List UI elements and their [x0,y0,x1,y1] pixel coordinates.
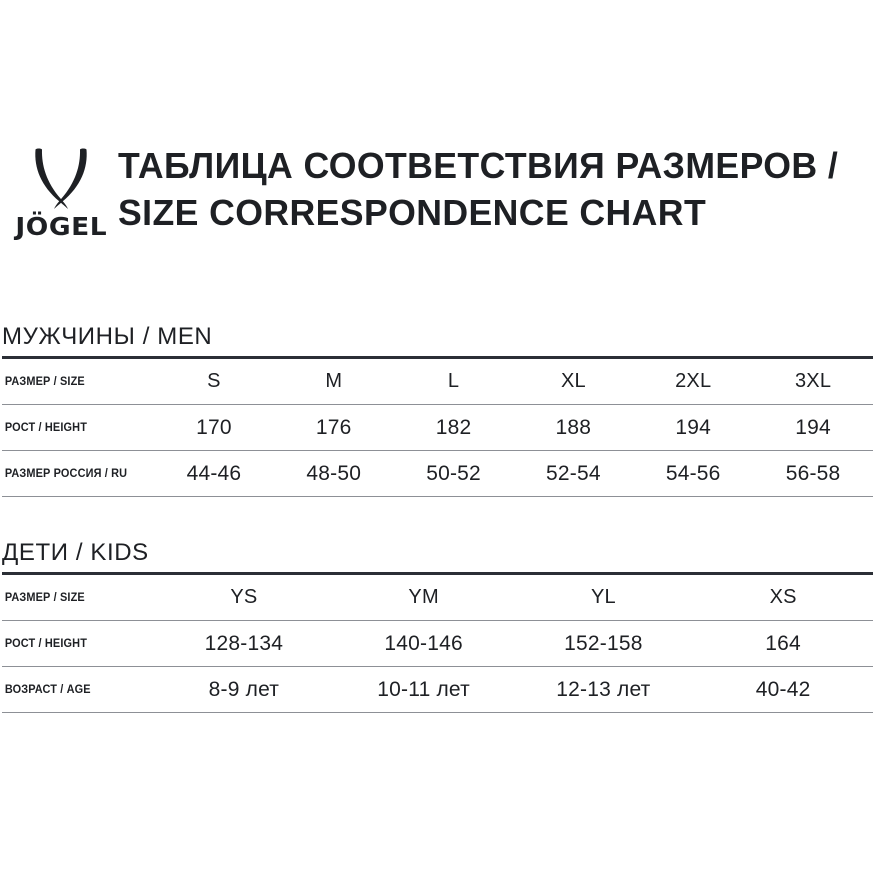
table-row [2,667,873,713]
cell-kids-height-ym: 140-146 [334,621,514,667]
cell-kids-height-xs: 164 [693,621,873,667]
cell-ru-3xl: 56-58 [753,451,873,497]
page-title [108,140,845,236]
cell-height-m: 176 [274,405,394,451]
brand-logo [0,140,108,239]
table-row [2,359,873,405]
row-label-size: РАЗМЕР / SIZE [2,359,146,405]
cell-kids-age-yl: 12-13 лет [514,667,694,713]
cell-size-m: M [274,359,394,405]
cell-ru-xl: 52-54 [513,451,633,497]
kids-size-table [2,575,873,713]
cell-height-s: 170 [154,405,274,451]
kids-row-label-size: РАЗМЕР / SIZE [2,575,146,621]
jogel-horns-logo-icon [25,146,97,212]
kids-row-label-age: ВОЗРАСТ / AGE [2,667,146,713]
cell-size-xl: XL [513,359,633,405]
cell-size-2xl: 2XL [633,359,753,405]
cell-kids-height-yl: 152-158 [514,621,694,667]
cell-ru-2xl: 54-56 [633,451,753,497]
cell-height-2xl: 194 [633,405,753,451]
cell-ru-m: 48-50 [274,451,394,497]
page-title-line-2: SIZE CORRESPONDENCE CHART [118,192,707,233]
section-kids [2,538,873,713]
cell-kids-height-ys: 128-134 [154,621,334,667]
cell-kids-size-ys: YS [154,575,334,621]
table-row [2,575,873,621]
cell-ru-s: 44-46 [154,451,274,497]
cell-kids-size-yl: YL [514,575,694,621]
cell-kids-age-ym: 10-11 лет [334,667,514,713]
cell-kids-size-xs: XS [693,575,873,621]
cell-kids-size-ym: YM [334,575,514,621]
cell-size-3xl: 3XL [753,359,873,405]
cell-height-l: 182 [394,405,514,451]
table-row [2,405,873,451]
table-row [2,451,873,497]
cell-height-3xl: 194 [753,405,873,451]
page-header [0,140,875,260]
cell-height-xl: 188 [513,405,633,451]
men-size-table [2,359,873,497]
cell-kids-age-ys: 8-9 лет [154,667,334,713]
section-men [2,322,873,497]
brand-wordmark: JÖGEL [15,212,107,241]
cell-ru-l: 50-52 [394,451,514,497]
page-title-line-1: ТАБЛИЦА СООТВЕТСТВИЯ РАЗМЕРОВ / [118,145,839,186]
row-label-ru: РАЗМЕР РОССИЯ / RU [2,451,146,497]
kids-row-label-height: РОСТ / HEIGHT [2,621,146,667]
cell-size-l: L [394,359,514,405]
table-row [2,621,873,667]
cell-size-s: S [154,359,274,405]
section-men-title: МУЖЧИНЫ / MEN [2,323,213,350]
cell-kids-age-xs: 40-42 [693,667,873,713]
section-kids-title: ДЕТИ / KIDS [2,539,149,566]
row-label-height: РОСТ / HEIGHT [2,405,146,451]
